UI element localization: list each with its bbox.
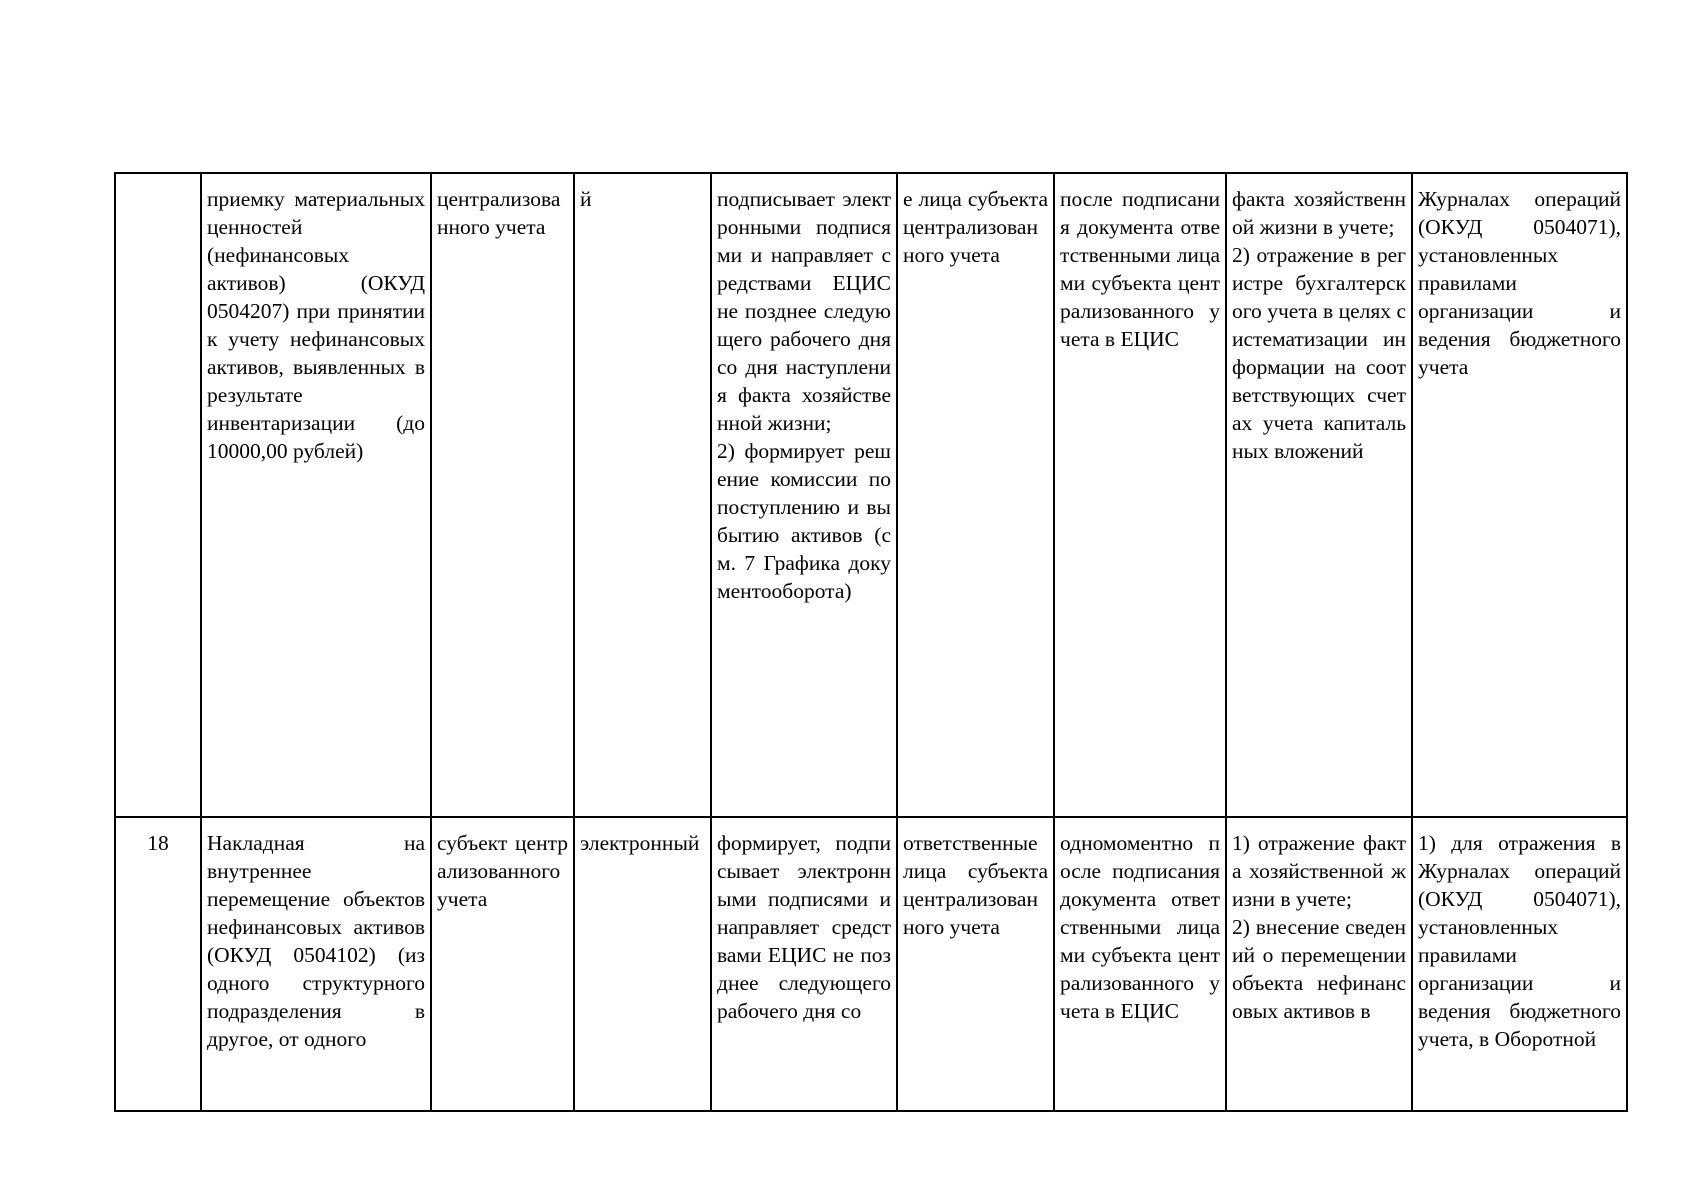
recipients-cell: ответственные лица субъекта централизованного учета [897, 817, 1054, 1111]
document-table [114, 172, 1628, 1112]
purpose-text: факта хозяйственной жизни в учете; [1232, 187, 1406, 239]
responsible-entity-cell: централизованного учета [431, 173, 574, 817]
deadline-cell: после подписания документа ответственными лицами субъекта централизованного учета в ЕЦИС [1054, 173, 1226, 817]
responsible-entity-cell: субъект централизованного учета [431, 817, 574, 1111]
actions-text-2: 2) формирует решение комиссии по поступлению и выбытию активов (см. 7 Графика документооборота) [717, 439, 891, 603]
purpose-text-2: 2) внесение сведений о перемещении объекта нефинансовых активов в [1232, 915, 1406, 1023]
document-form-cell: й [574, 173, 711, 817]
purpose-text: 1) отражение факта хозяйственной жизни в учете; [1232, 831, 1406, 911]
purpose-cell [1226, 817, 1412, 1111]
actions-cell [711, 173, 897, 817]
row-number-cell [115, 173, 201, 817]
actions-cell [711, 817, 897, 1111]
registers-cell: Журналах операций (ОКУД 0504071), установленных правилами организации и ведения бюджетного учета [1412, 173, 1627, 817]
actions-text: подписывает электронными подписями и направляет средствами ЕЦИС не позднее следующего рабочего дня со дня наступления факта хозяйственной жизни; [717, 187, 891, 435]
document-name-cell: приемку материальных ценностей (нефинансовых активов) (ОКУД 0504207) при принятии к учету нефинансовых активов, выявленных в результате инвентаризации (до 10000,00 рублей) [201, 173, 431, 817]
table-row [115, 173, 1627, 817]
deadline-cell: одномоментно после подписания документа ответственными лицами субъекта централизованного учета в ЕЦИС [1054, 817, 1226, 1111]
document-name-cell: Накладная на внутреннее перемещение объектов нефинансовых активов (ОКУД 0504102) (из одного структурного подразделения в другое, от одного [201, 817, 431, 1111]
purpose-cell [1226, 173, 1412, 817]
recipients-cell: е лица субъекта централизованного учета [897, 173, 1054, 817]
registers-cell: 1) для отражения в Журналах операций (ОКУД 0504071), установленных правилами организации и ведения бюджетного учета, в Оборотной [1412, 817, 1627, 1111]
actions-text: формирует, подписывает электронными подписями и направляет средствами ЕЦИС не позднее следующего рабочего дня со [717, 831, 891, 1023]
purpose-text-2: 2) отражение в регистре бухгалтерского учета в целях систематизации информации на соответствующих счетах учета капитальных вложений [1232, 243, 1406, 463]
document-form-cell: электронный [574, 817, 711, 1111]
table-row [115, 817, 1627, 1111]
row-number-cell: 18 [115, 817, 201, 1111]
